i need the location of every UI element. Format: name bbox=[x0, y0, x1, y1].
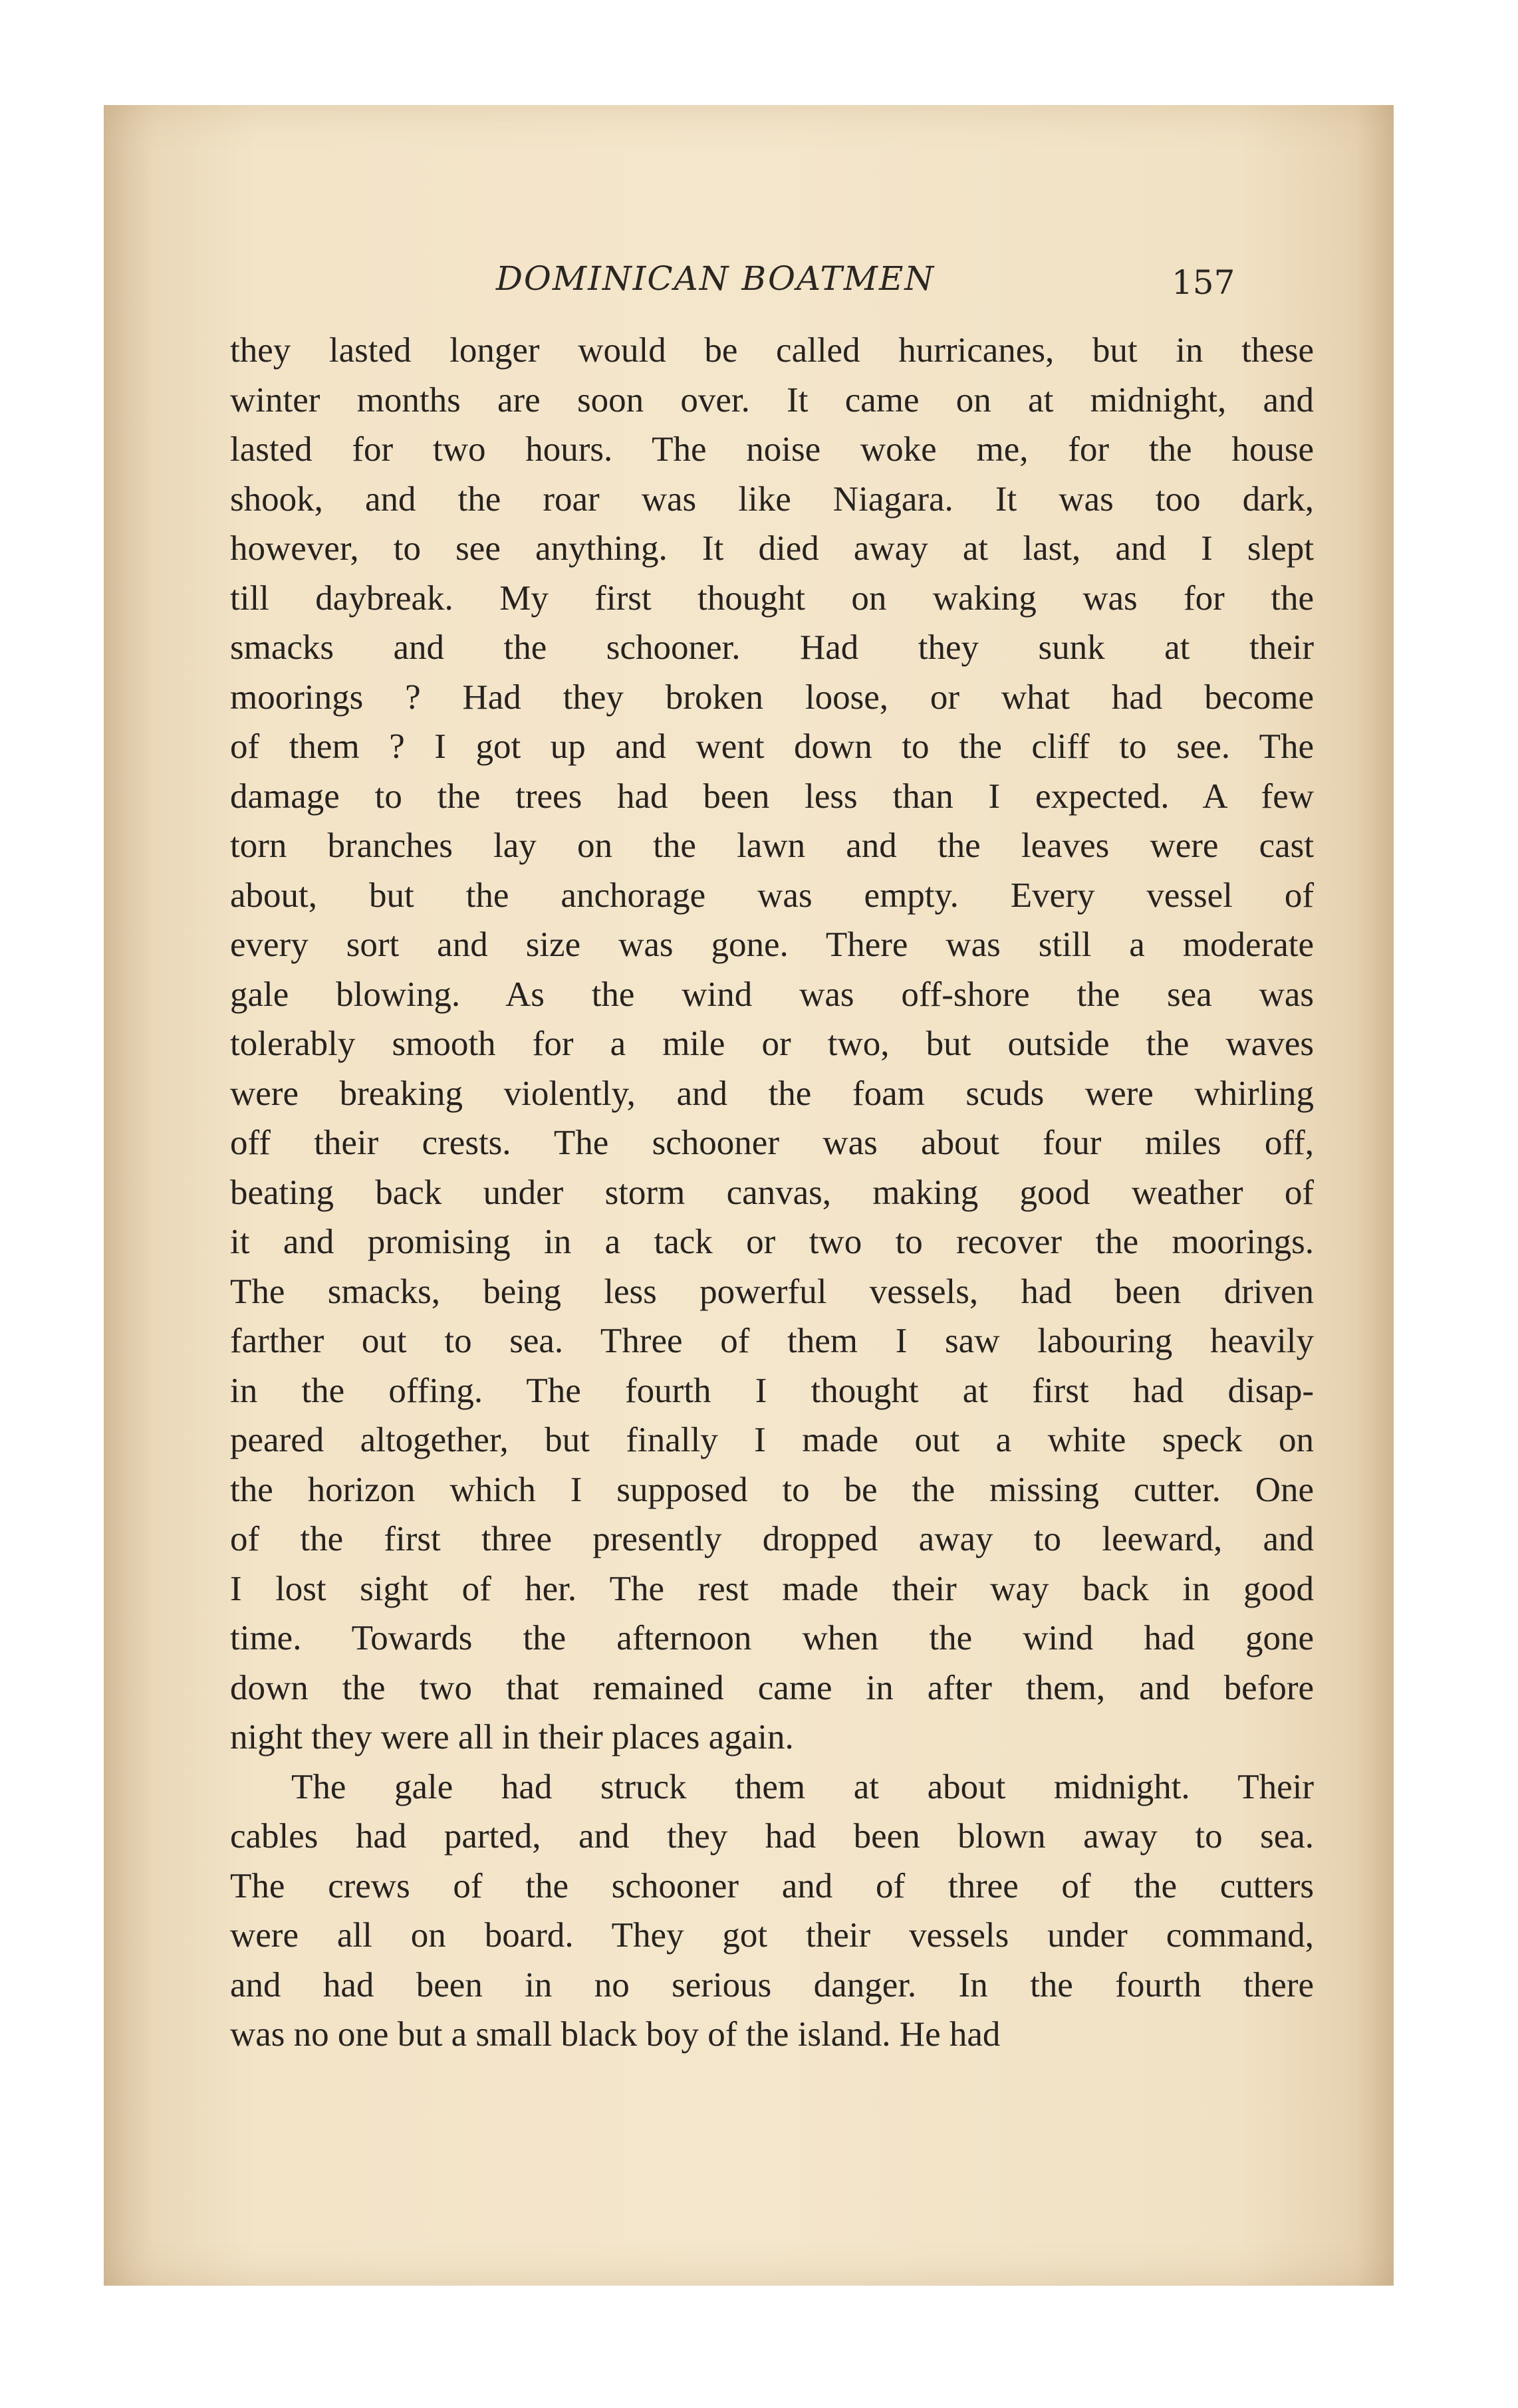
page-number: 157 bbox=[1172, 263, 1235, 302]
text-line: cables had parted, and they had been blown away to sea. bbox=[230, 1817, 1314, 1856]
text-line: farther out to sea. Three of them I saw labouring heavily bbox=[230, 1322, 1314, 1360]
text-line: of the first three presently dropped away to leeward, and bbox=[230, 1520, 1314, 1558]
text-line: winter months are soon over. It came on at midnight, and bbox=[230, 380, 1314, 420]
text-line: moorings ? Had they broken loose, or what had become bbox=[230, 677, 1314, 717]
text-line: The gale had struck them at about midnight. Their bbox=[291, 1767, 1314, 1806]
text-line: every sort and size was gone. There was still a moderate bbox=[230, 925, 1314, 964]
text-line: I lost sight of her. The rest made their way back in good bbox=[230, 1569, 1314, 1608]
text-line: was no one but a small black boy of the island. He had bbox=[230, 2015, 1001, 2054]
paragraph bbox=[230, 326, 1314, 1762]
book-page bbox=[104, 105, 1394, 2286]
text-line: peared altogether, but finally I made out a white speck on bbox=[230, 1421, 1314, 1459]
text-line: lasted for two hours. The noise woke me, for the house bbox=[230, 430, 1314, 469]
text-line: the horizon which I supposed to be the missing cutter. One bbox=[230, 1470, 1314, 1509]
chapter-title: DOMINICAN BOATMEN bbox=[495, 259, 936, 298]
text-line: tolerably smooth for a mile or two, but outside the waves bbox=[230, 1024, 1314, 1063]
text-line: beating back under storm canvas, making good weather of bbox=[230, 1173, 1314, 1212]
text-line: The crews of the schooner and of three of the cutters bbox=[230, 1866, 1314, 1905]
body-text bbox=[230, 326, 1314, 2060]
text-line: smacks and the schooner. Had they sunk at their bbox=[230, 628, 1314, 667]
text-line: The smacks, being less powerful vessels, had been driven bbox=[230, 1272, 1314, 1311]
text-line: however, to see anything. It died away at last, and I slept bbox=[230, 529, 1314, 568]
text-line: off their crests. The schooner was about four miles off, bbox=[230, 1124, 1314, 1162]
text-line: were all on board. They got their vessels under command, bbox=[230, 1916, 1314, 1955]
running-head bbox=[104, 259, 1394, 306]
text-line: gale blowing. As the wind was off-shore the sea was bbox=[230, 975, 1314, 1014]
text-line: till daybreak. My first thought on waking was for the bbox=[230, 578, 1314, 618]
text-line: were breaking violently, and the foam scuds were whirling bbox=[230, 1074, 1314, 1113]
text-line: in the offing. The fourth I thought at first had disap- bbox=[230, 1371, 1314, 1410]
text-line: time. Towards the afternoon when the wind had gone bbox=[230, 1619, 1314, 1657]
text-line: down the two that remained came in after them, and before bbox=[230, 1668, 1314, 1707]
text-line: and had been in no serious danger. In the fourth there bbox=[230, 1965, 1314, 2004]
text-line: about, but the anchorage was empty. Every vessel of bbox=[230, 876, 1314, 915]
text-line: of them ? I got up and went down to the cliff to see. The bbox=[230, 727, 1314, 766]
text-line: torn branches lay on the lawn and the leaves were cast bbox=[230, 826, 1314, 865]
text-line: shook, and the roar was like Niagara. It was too dark, bbox=[230, 479, 1314, 519]
paragraph bbox=[230, 1762, 1314, 2060]
text-line: it and promising in a tack or two to recover the moorings. bbox=[230, 1223, 1314, 1261]
text-line: night they were all in their places again. bbox=[230, 1718, 794, 1756]
text-line: damage to the trees had been less than I expected. A few bbox=[230, 777, 1314, 816]
text-line: they lasted longer would be called hurricanes, but in these bbox=[230, 331, 1314, 370]
